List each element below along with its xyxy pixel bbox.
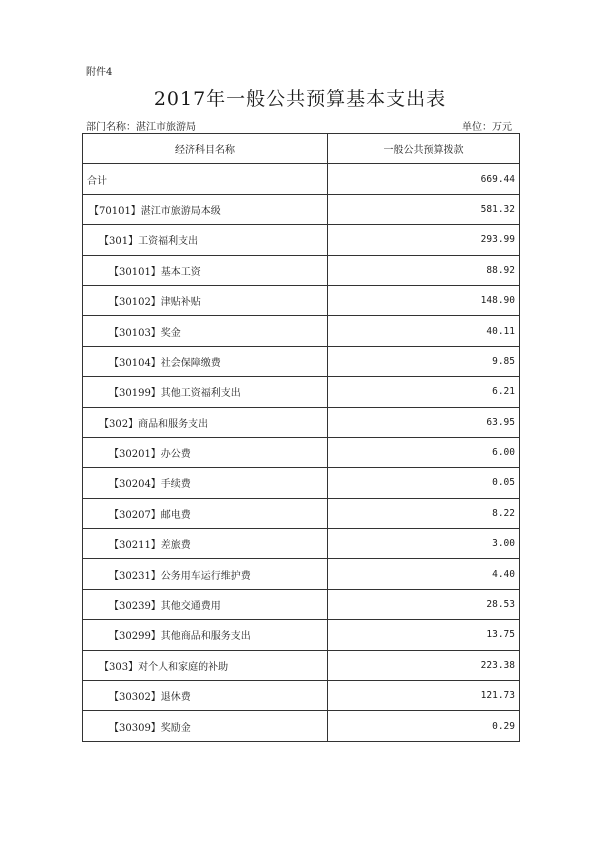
column-header-amount: 一般公共预算拨款 [328, 134, 520, 164]
table-row [83, 711, 520, 741]
row-item-name: 【30204】手续费 [83, 468, 328, 498]
row-amount: 6.00 [328, 437, 520, 467]
row-item-name: 【30101】基本工资 [83, 255, 328, 285]
unit-label: 单位：万元 [462, 122, 512, 133]
row-amount: 6.21 [328, 377, 520, 407]
table-body [83, 164, 520, 741]
row-item-name: 【30207】邮电费 [83, 498, 328, 528]
row-amount: 581.32 [328, 194, 520, 224]
row-item-name: 【30309】奖励金 [83, 711, 328, 741]
row-item-name: 【30201】办公费 [83, 437, 328, 467]
table-row [83, 468, 520, 498]
table-row [83, 437, 520, 467]
row-amount: 9.85 [328, 346, 520, 376]
row-amount: 28.53 [328, 589, 520, 619]
department-name: 部门名称：湛江市旅游局 [86, 122, 196, 133]
column-header-item: 经济科目名称 [83, 134, 328, 164]
table-row [83, 194, 520, 224]
table-row [83, 620, 520, 650]
row-amount: 63.95 [328, 407, 520, 437]
row-item-name: 【301】工资福利支出 [83, 225, 328, 255]
table-row [83, 559, 520, 589]
page-title: 2017年一般公共预算基本支出表 [153, 88, 447, 110]
row-item-name: 【30211】差旅费 [83, 529, 328, 559]
row-amount: 13.75 [328, 620, 520, 650]
row-item-name: 合计 [83, 164, 328, 194]
row-item-name: 【30231】公务用车运行维护费 [83, 559, 328, 589]
row-item-name: 【30302】退休费 [83, 681, 328, 711]
row-amount: 88.92 [328, 255, 520, 285]
table-row [83, 589, 520, 619]
row-item-name: 【302】商品和服务支出 [83, 407, 328, 437]
table-row [83, 529, 520, 559]
row-item-name: 【30299】其他商品和服务支出 [83, 620, 328, 650]
row-amount: 148.90 [328, 285, 520, 315]
table-row [83, 316, 520, 346]
row-item-name: 【70101】湛江市旅游局本级 [83, 194, 328, 224]
table-row [83, 407, 520, 437]
row-amount: 8.22 [328, 498, 520, 528]
row-item-name: 【303】对个人和家庭的补助 [83, 650, 328, 680]
row-amount: 3.00 [328, 529, 520, 559]
attachment-label: 附件4 [86, 67, 113, 78]
row-item-name: 【30103】奖金 [83, 316, 328, 346]
row-amount: 4.40 [328, 559, 520, 589]
row-item-name: 【30104】社会保障缴费 [83, 346, 328, 376]
table-row [83, 681, 520, 711]
row-amount: 0.29 [328, 711, 520, 741]
row-amount: 223.38 [328, 650, 520, 680]
table-row [83, 377, 520, 407]
table-row [83, 650, 520, 680]
table-row [83, 346, 520, 376]
table-header-row [83, 134, 520, 164]
row-amount: 40.11 [328, 316, 520, 346]
row-item-name: 【30102】津贴补贴 [83, 285, 328, 315]
row-amount: 669.44 [328, 164, 520, 194]
table-row [83, 255, 520, 285]
table-row [83, 225, 520, 255]
table-row [83, 498, 520, 528]
row-amount: 0.05 [328, 468, 520, 498]
table-row [83, 285, 520, 315]
row-item-name: 【30199】其他工资福利支出 [83, 377, 328, 407]
row-amount: 293.99 [328, 225, 520, 255]
table-row [83, 164, 520, 194]
row-amount: 121.73 [328, 681, 520, 711]
budget-table [82, 133, 520, 742]
row-item-name: 【30239】其他交通费用 [83, 589, 328, 619]
